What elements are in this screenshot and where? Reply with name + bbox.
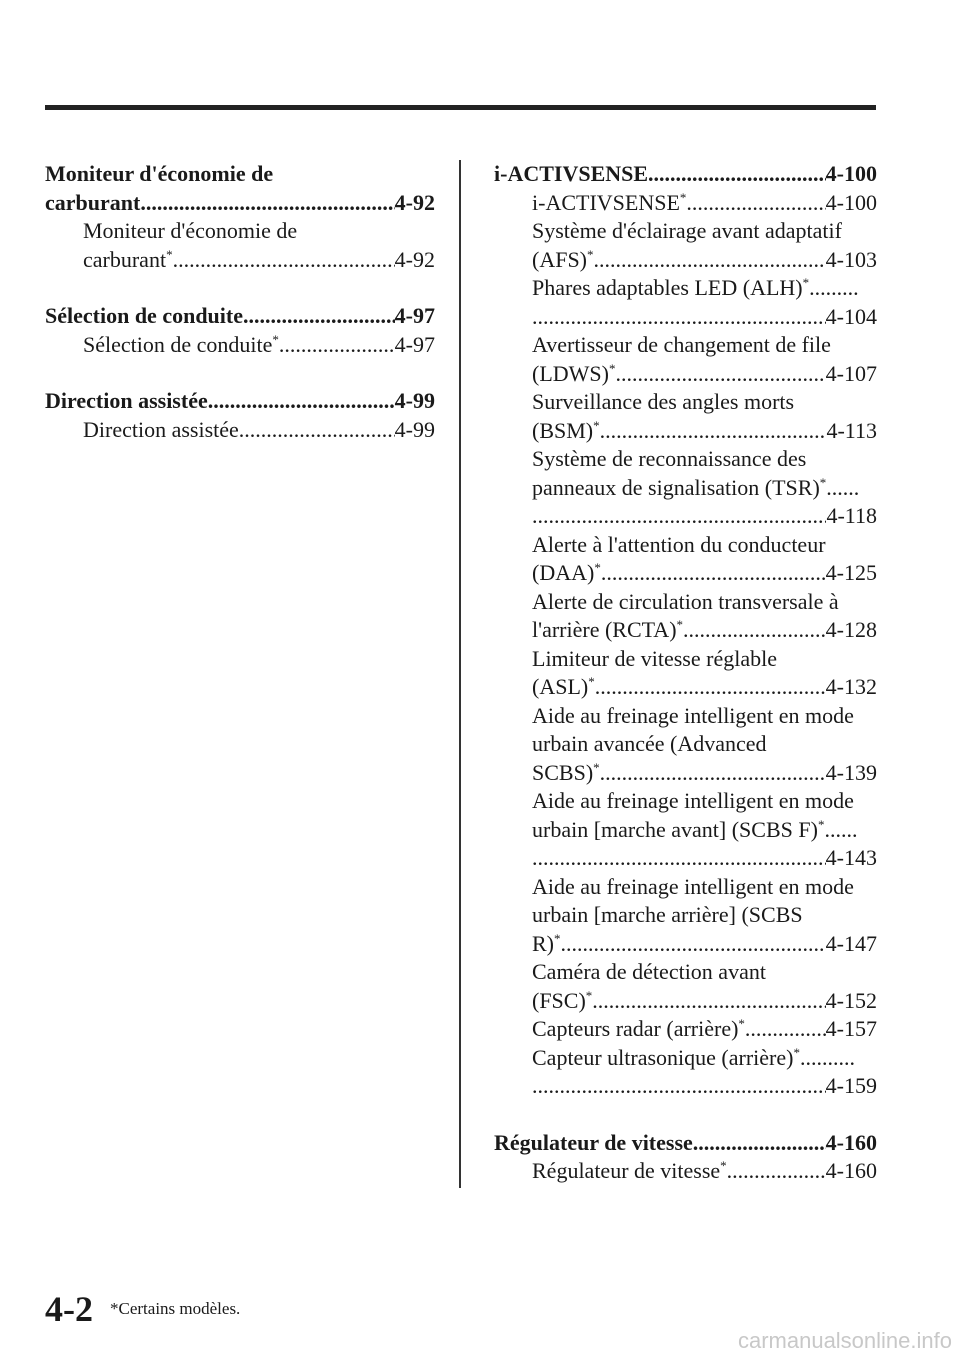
entry-text-line2: urbain [marche avant] (SCBS F) <box>532 816 818 842</box>
asterisk-marker: * <box>676 617 684 632</box>
entry-text-line3: R) <box>532 930 554 956</box>
entry-text-line1: Surveillance des angles morts <box>532 389 795 414</box>
dot-leader <box>279 331 395 360</box>
entry-text-line2: urbain avancée (Advanced <box>532 731 767 756</box>
entry-text-line1: Alerte de circulation transversale à <box>532 588 839 614</box>
page-number: 4-139 <box>825 759 877 785</box>
dot-leader <box>727 1157 826 1186</box>
asterisk-marker: * <box>554 930 561 946</box>
asterisk-marker: * <box>587 246 594 262</box>
toc-entry-asl[interactable] <box>494 645 877 702</box>
dot-leader <box>824 816 857 845</box>
dot-leader <box>532 502 826 531</box>
asterisk-marker: * <box>819 474 827 490</box>
entry-text-line1: Avertisseur de changement de file <box>532 332 831 357</box>
dot-leader <box>592 987 825 1016</box>
asterisk-marker: * <box>679 189 687 205</box>
entry-text-line2: (AFS) <box>532 246 588 272</box>
dot-leader <box>601 559 826 588</box>
toc-entry-afs[interactable] <box>494 217 877 274</box>
toc-entry-rcta[interactable] <box>494 588 877 645</box>
asterisk-marker: * <box>738 1016 745 1031</box>
entry-text: Direction assistée <box>83 416 239 442</box>
dot-leader <box>648 160 826 189</box>
heading-text-line1: Moniteur d'économie de <box>45 161 274 186</box>
toc-heading-i-activsense[interactable] <box>494 160 877 189</box>
dot-leader <box>594 246 826 275</box>
dot-leader <box>600 417 827 446</box>
asterisk-marker: * <box>802 275 810 290</box>
heading-text: Sélection de conduite <box>45 303 243 328</box>
page-number: 4-92 <box>394 189 435 215</box>
entry-text-line1: Aide au freinage intelligent en mode <box>532 702 854 728</box>
toc-entry-fsc[interactable] <box>494 958 877 1015</box>
toc-entry-selection-conduite[interactable] <box>45 331 435 360</box>
toc-right-column <box>494 160 877 1186</box>
dot-leader <box>745 1015 826 1044</box>
toc-heading-selection-conduite[interactable] <box>45 302 435 331</box>
toc-entry-capteurs-radar[interactable] <box>494 1015 877 1044</box>
entry-text-line1: Phares adaptables LED (ALH) <box>532 275 803 300</box>
asterisk-marker: * <box>817 816 825 832</box>
asterisk-marker: * <box>166 246 173 262</box>
toc-entry-advanced-scbs[interactable] <box>494 702 877 788</box>
dot-leader <box>532 303 826 332</box>
page-number: 4-99 <box>394 388 435 413</box>
dot-leader <box>532 844 826 873</box>
dot-leader <box>809 274 859 303</box>
toc-entry-alh[interactable] <box>494 274 877 331</box>
page-number: 4-103 <box>825 246 877 272</box>
entry-text: Capteurs radar (arrière) <box>532 1016 739 1041</box>
asterisk-marker: * <box>593 759 600 775</box>
entry-text-line2: panneaux de signalisation (TSR) <box>532 474 820 500</box>
entry-text-line1: Aide au freinage intelligent en mode <box>532 873 854 899</box>
heading-text: i-ACTIVSENSE <box>494 161 649 186</box>
heading-text: Régulateur de vitesse <box>494 1129 693 1155</box>
entry-text-line1: Capteur ultrasonique (arrière) <box>532 1044 794 1070</box>
toc-left-column <box>45 160 435 444</box>
dot-leader <box>600 759 826 788</box>
page-number: 4-152 <box>825 987 877 1013</box>
toc-entry-i-activsense[interactable] <box>494 189 877 218</box>
entry-text-line1: Système de reconnaissance des <box>532 446 807 471</box>
asterisk-marker: * <box>720 1158 727 1173</box>
entry-text-line1: Limiteur de vitesse réglable <box>532 645 777 671</box>
dot-leader <box>243 302 395 331</box>
top-rule <box>45 105 876 110</box>
page-number: 4-100 <box>825 161 877 186</box>
page-number: 4-99 <box>394 416 435 442</box>
entry-text-line1: Aide au freinage intelligent en mode <box>532 788 854 813</box>
entry-text-line1: Système d'éclairage avant adaptatif <box>532 218 842 243</box>
entry-text-line1: Caméra de détection avant <box>532 959 766 984</box>
toc-entry-regulateur-vitesse[interactable] <box>494 1157 877 1186</box>
watermark-text: carmanualsonline.info <box>737 1328 952 1353</box>
page-number: 4-157 <box>825 1016 877 1041</box>
page-number: 4-160 <box>825 1129 877 1155</box>
asterisk-marker: * <box>594 560 601 575</box>
entry-text: Sélection de conduite <box>83 331 273 357</box>
page-number: 4-104 <box>825 303 877 329</box>
dot-leader <box>683 616 826 645</box>
toc-entry-capteur-ultrasonique[interactable] <box>494 1044 877 1101</box>
dot-leader <box>561 930 826 959</box>
toc-entry-scbs-f[interactable] <box>494 787 877 873</box>
asterisk-marker: * <box>593 417 600 433</box>
page-number: 4-118 <box>826 503 877 528</box>
page-number-footer: 4-2 <box>45 1289 93 1329</box>
entry-text-line2: (DAA) <box>532 560 595 585</box>
toc-entry-moniteur-economie[interactable] <box>45 217 435 274</box>
dot-leader <box>173 246 395 275</box>
entry-text-line2: (BSM) <box>532 417 594 443</box>
asterisk-marker: * <box>793 1044 800 1060</box>
dot-leader <box>239 416 395 445</box>
toc-heading-moniteur-economie[interactable] <box>45 160 435 217</box>
dot-leader <box>615 360 825 389</box>
entry-text-line1: Alerte à l'attention du conducteur <box>532 531 826 557</box>
entry-text: Régulateur de vitesse <box>532 1158 721 1183</box>
asterisk-marker: * <box>272 331 279 347</box>
toc-entry-tsr[interactable] <box>494 445 877 531</box>
entry-text-line1: Moniteur d'économie de <box>83 218 298 243</box>
asterisk-marker: * <box>588 674 595 689</box>
dot-leader <box>140 189 394 218</box>
page-number: 4-132 <box>825 674 877 699</box>
page-number: 4-143 <box>825 845 877 870</box>
dot-leader <box>532 1072 826 1101</box>
entry-text-line2: (LDWS) <box>532 360 609 386</box>
toc-entry-ldws[interactable] <box>494 331 877 388</box>
entry-text-line2: urbain [marche arrière] (SCBS <box>532 902 803 927</box>
page-number: 4-128 <box>825 617 877 642</box>
toc-entry-direction-assistee[interactable] <box>45 416 435 445</box>
asterisk-marker: * <box>608 360 616 376</box>
page-number: 4-97 <box>394 331 435 357</box>
toc-entry-daa[interactable] <box>494 531 877 588</box>
page-number: 4-97 <box>394 303 435 328</box>
toc-entry-scbs-r[interactable] <box>494 873 877 959</box>
page-number: 4-100 <box>825 189 877 215</box>
entry-text-line2: (FSC) <box>532 987 586 1013</box>
page-number: 4-92 <box>394 246 435 272</box>
page-number: 4-125 <box>825 560 877 585</box>
page-number: 4-160 <box>825 1158 877 1183</box>
page-number: 4-107 <box>825 360 877 386</box>
entry-text: i-ACTIVSENSE <box>532 189 680 215</box>
dot-leader <box>826 474 859 503</box>
entry-text-line2: l'arrière (RCTA) <box>532 617 677 642</box>
toc-heading-regulateur-vitesse[interactable] <box>494 1129 877 1158</box>
dot-leader <box>800 1044 855 1073</box>
toc-entry-bsm[interactable] <box>494 388 877 445</box>
dot-leader <box>595 673 826 702</box>
dot-leader <box>208 387 395 416</box>
entry-text-line2: carburant <box>83 246 167 272</box>
column-divider <box>459 160 461 1188</box>
page-number: 4-113 <box>826 417 877 443</box>
footnote-certain-models: *Certains modèles. <box>110 1299 241 1318</box>
entry-text-line2: (ASL) <box>532 674 589 699</box>
toc-heading-direction-assistee[interactable] <box>45 387 435 416</box>
asterisk-marker: * <box>585 987 593 1003</box>
page-number: 4-159 <box>825 1073 877 1098</box>
page-number: 4-147 <box>825 930 877 956</box>
dot-leader <box>686 189 825 218</box>
entry-text-line3: SCBS) <box>532 759 594 785</box>
dot-leader <box>693 1129 826 1158</box>
heading-text: Direction assistée <box>45 388 208 413</box>
heading-text-line2: carburant <box>45 189 141 215</box>
